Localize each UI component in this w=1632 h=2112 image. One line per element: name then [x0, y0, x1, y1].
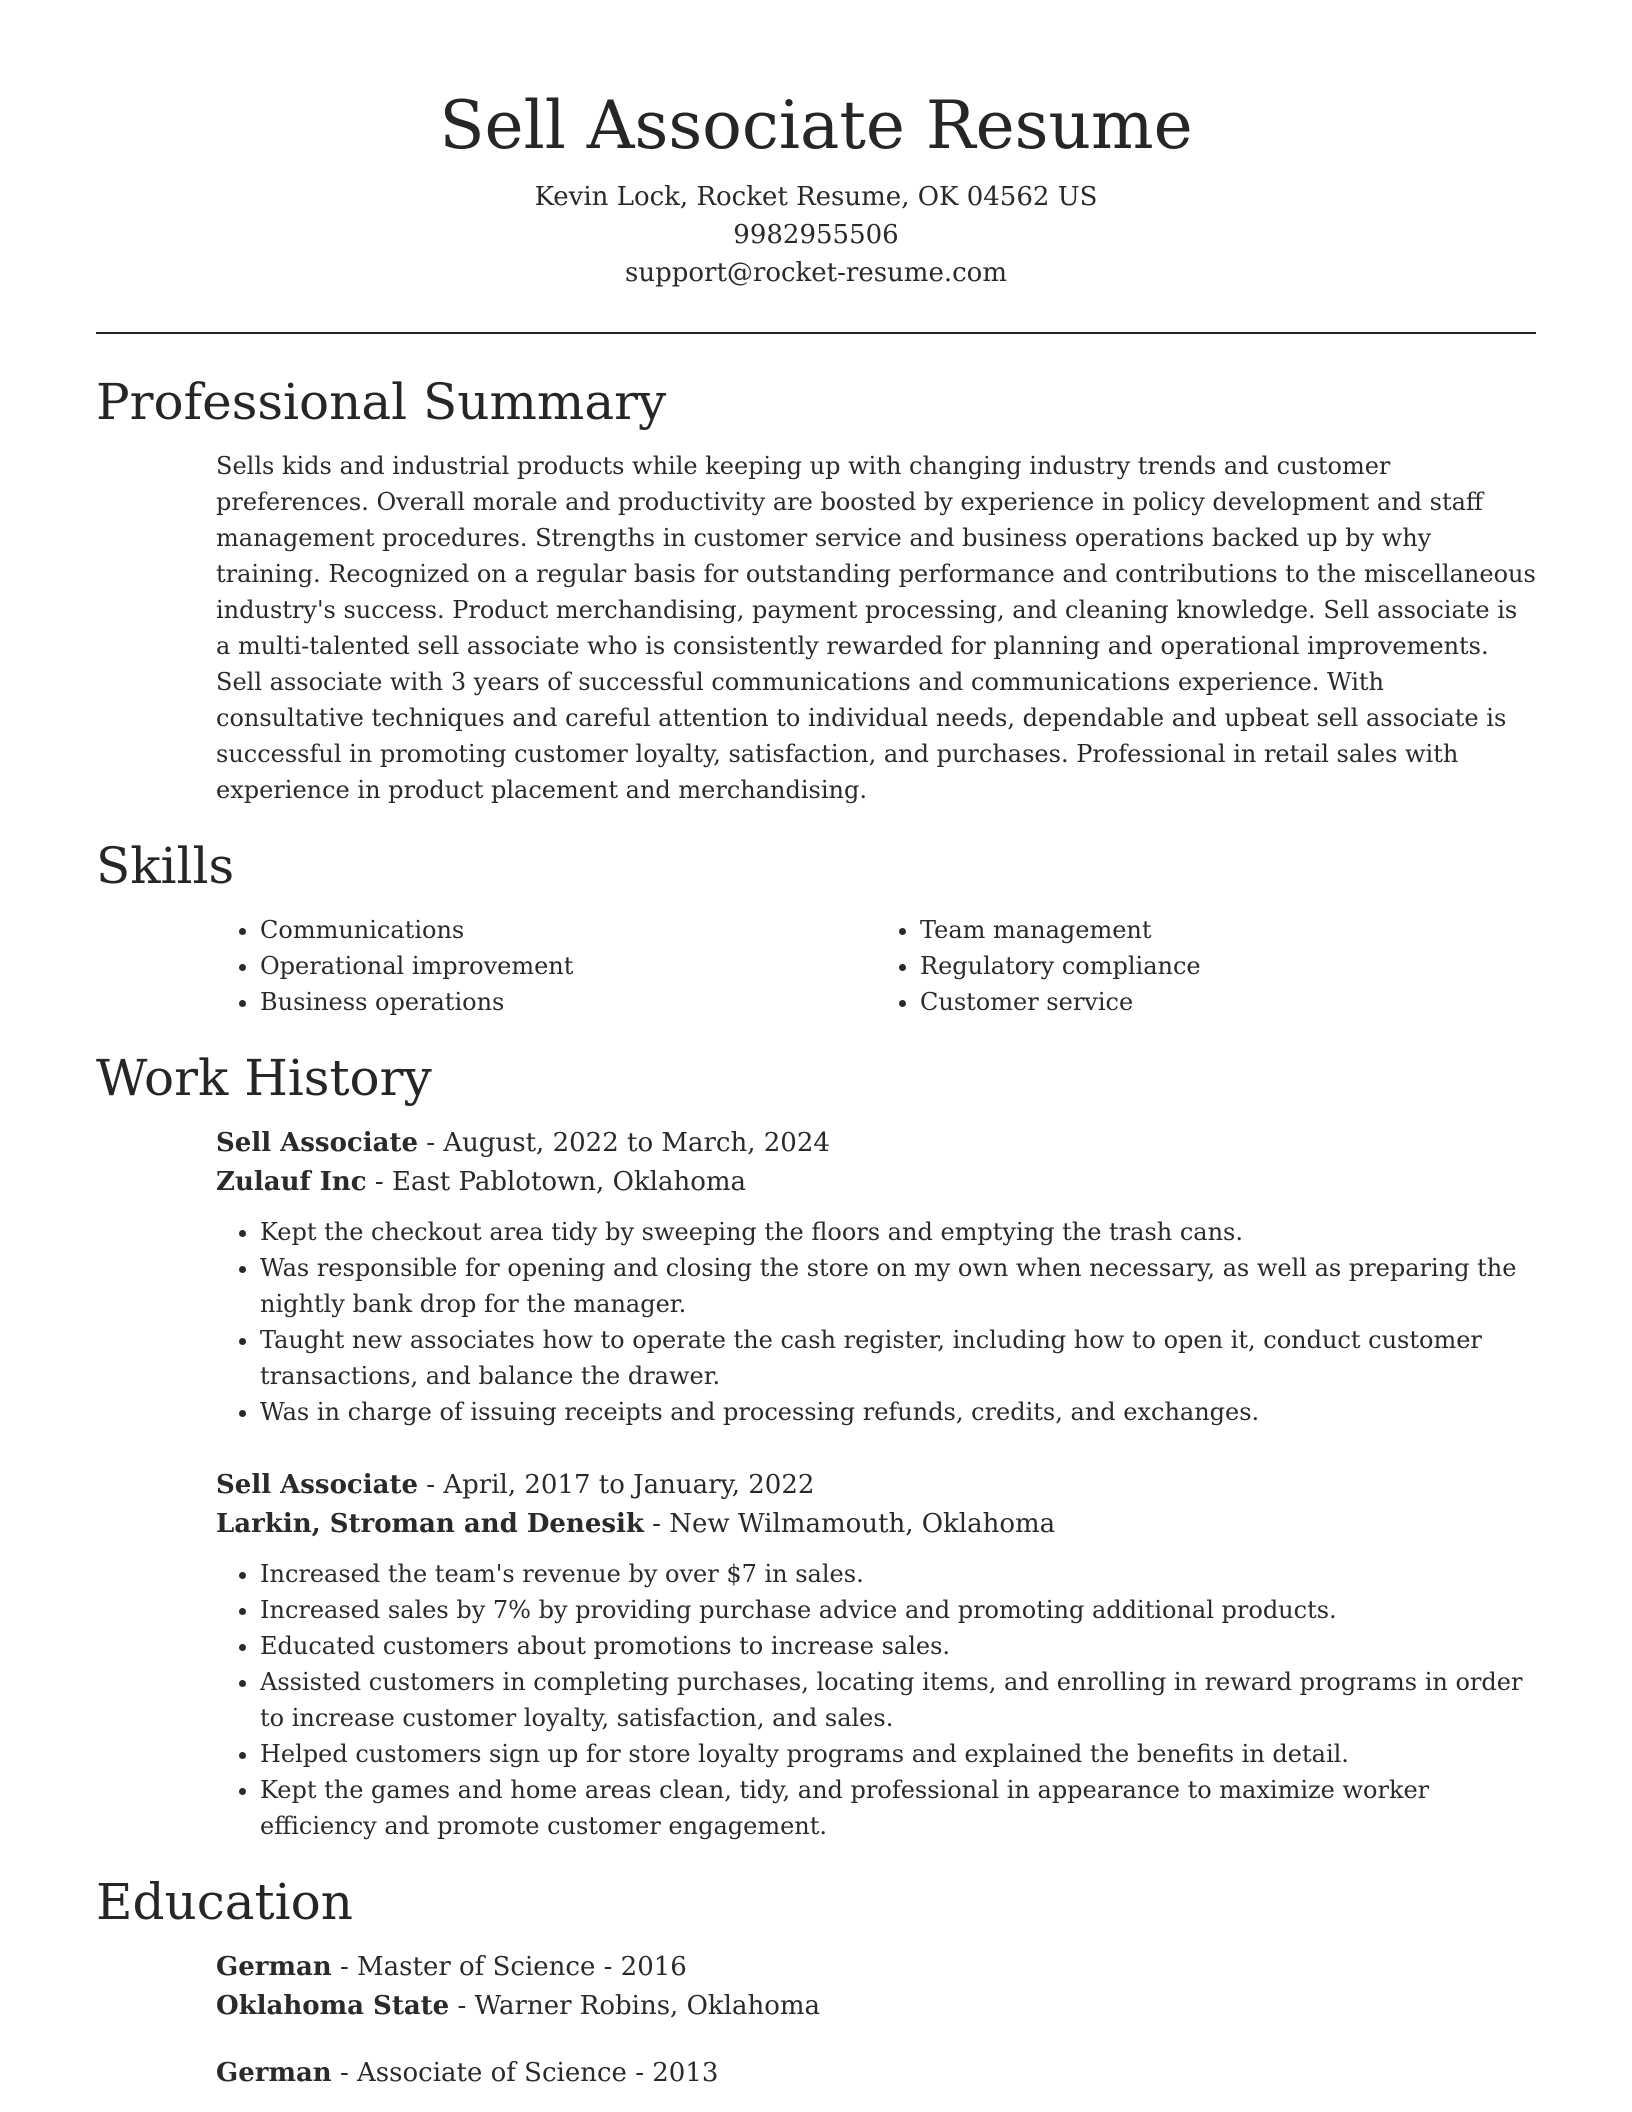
- education-entry: [216, 2054, 1536, 2093]
- education-degree: - Associate of Science - 2013: [331, 2058, 719, 2088]
- resume-header: [0, 0, 1632, 292]
- job-company: Larkin, Stroman and Denesik: [216, 1509, 644, 1539]
- skills-list: [216, 912, 1536, 1020]
- contact-email: support@rocket-resume.com: [624, 258, 1007, 288]
- skill-item: • Operational improvement: [260, 948, 876, 984]
- job-location: - New Wilmamouth, Oklahoma: [643, 1509, 1056, 1539]
- job-entry: [216, 1466, 1536, 1844]
- skill-item: • Communications: [260, 912, 876, 948]
- summary-section: [96, 370, 1536, 808]
- job-duty: • Assisted customers in completing purchases, locating items, and enrolling in reward programs in order to increase customer loyalty, satisfaction, and sales.: [260, 1664, 1536, 1736]
- skill-item: • Regulatory compliance: [920, 948, 1536, 984]
- skills-section: [96, 834, 1536, 1020]
- job-duty: • Kept the games and home areas clean, tidy, and professional in appearance to maximize worker efficiency and promote customer engagement.: [260, 1772, 1536, 1844]
- job-duty: • Increased the team's revenue by over $7 in sales.: [260, 1556, 1536, 1592]
- education-school-line: [216, 1987, 1536, 2026]
- contact-phone: 9982955506: [733, 220, 899, 250]
- job-duty: • Taught new associates how to operate the cash register, including how to open it, conduct customer transactions, and balance the drawer.: [260, 1322, 1536, 1394]
- education-degree-line: [216, 2054, 1536, 2093]
- skills-column-left: [216, 912, 876, 1020]
- education-section: [96, 1870, 1536, 2093]
- job-duties: [216, 1556, 1536, 1844]
- education-heading: Education: [96, 1873, 353, 1931]
- education-degree: - Master of Science - 2016: [331, 1952, 687, 1982]
- summary-text: Sells kids and industrial products while keeping up with changing industry trends and customer preferences. Overall morale and productivity are boosted by experience in policy development and staff management procedures. Strengths in customer service and business operations backed up by why training. Recognized on a regular basis for outstanding performance and contributions to the miscellaneous industry's success. Product merchandising, payment processing, and cleaning knowledge. Sell associate is a multi-talented sell associate who is consistently rewarded for planning and operational improvements. Sell associate with 3 years of successful communications and communications experience. With consultative techniques and careful attention to individual needs, dependable and upbeat sell associate is successful in promoting customer loyalty, satisfaction, and purchases. Professional in retail sales with experience in product placement and merchandising.: [216, 452, 1536, 804]
- education-school: Oklahoma State: [216, 1991, 450, 2021]
- job-duties: [216, 1214, 1536, 1430]
- job-duty: • Educated customers about promotions to increase sales.: [260, 1628, 1536, 1664]
- job-title: Sell Associate: [216, 1470, 419, 1500]
- skills-column-right: [876, 912, 1536, 1020]
- summary-heading: Professional Summary: [96, 373, 667, 431]
- contact-address: Kevin Lock, Rocket Resume, OK 04562 US: [534, 182, 1098, 212]
- job-duty: • Kept the checkout area tidy by sweeping the floors and emptying the trash cans.: [260, 1214, 1536, 1250]
- job-company-line: [216, 1163, 1536, 1202]
- job-company-line: [216, 1505, 1536, 1544]
- education-field: German: [216, 1952, 332, 1982]
- header-divider: [96, 332, 1536, 334]
- job-company: Zulauf Inc: [216, 1167, 367, 1197]
- education-entry: [216, 1948, 1536, 2026]
- job-duty: • Was in charge of issuing receipts and processing refunds, credits, and exchanges.: [260, 1394, 1536, 1430]
- job-dates: - August, 2022 to March, 2024: [418, 1128, 830, 1158]
- education-location: - Warner Robins, Oklahoma: [449, 1991, 821, 2021]
- contact-block: [0, 178, 1632, 292]
- job-duty: • Increased sales by 7% by providing purchase advice and promoting additional products.: [260, 1592, 1536, 1628]
- skill-item: • Team management: [920, 912, 1536, 948]
- work-history-section: [96, 1046, 1536, 1844]
- job-title: Sell Associate: [216, 1128, 419, 1158]
- job-title-line: [216, 1466, 1536, 1505]
- job-duty: • Was responsible for opening and closing the store on my own when necessary, as well as preparing the nightly bank drop for the manager.: [260, 1250, 1536, 1322]
- job-dates: - April, 2017 to January, 2022: [418, 1470, 815, 1500]
- education-degree-line: [216, 1948, 1536, 1987]
- job-location: - East Pablotown, Oklahoma: [366, 1167, 747, 1197]
- skill-item: • Customer service: [920, 984, 1536, 1020]
- skills-heading: Skills: [96, 837, 235, 895]
- job-entry: [216, 1124, 1536, 1430]
- job-title-line: [216, 1124, 1536, 1163]
- skill-item: • Business operations: [260, 984, 876, 1020]
- page-title: Sell Associate Resume: [439, 87, 1193, 164]
- education-field: German: [216, 2058, 332, 2088]
- job-duty: • Helped customers sign up for store loyalty programs and explained the benefits in detail.: [260, 1736, 1536, 1772]
- work-history-heading: Work History: [96, 1049, 432, 1107]
